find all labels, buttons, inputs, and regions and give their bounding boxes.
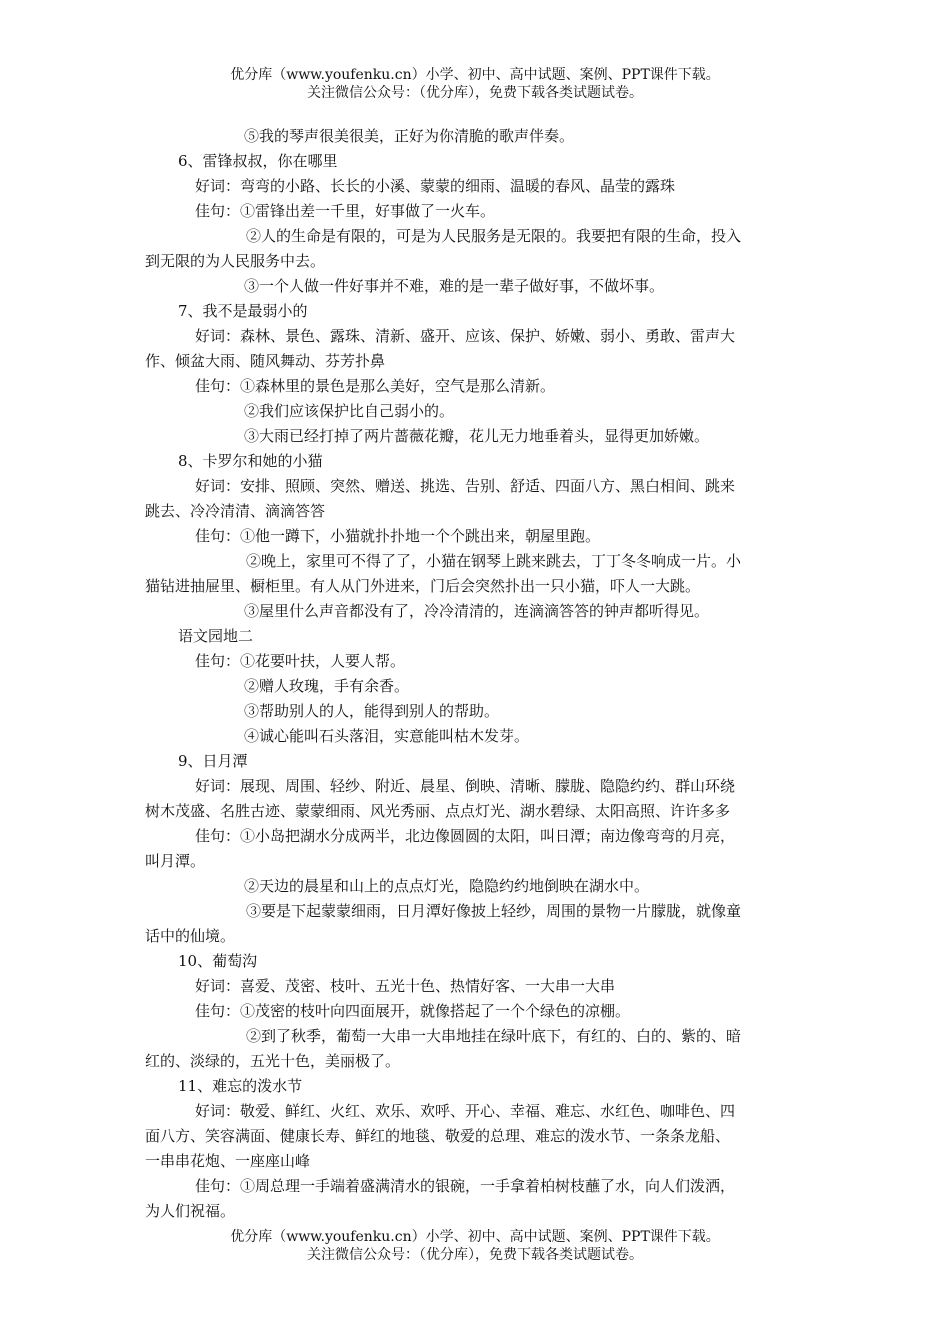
text-line: 好词：安排、照顾、突然、赠送、挑选、告别、舒适、四面八方、黑白相间、跳来 (195, 477, 736, 495)
text-line: 猫钻进抽屉里、橱柜里。有人从门外进来，门后会突然扑出一只小猫，吓人一大跳。 (145, 577, 701, 595)
text-line: ②晚上，家里可不得了了，小猫在钢琴上跳来跳去，丁丁冬冬响成一片。小 (246, 552, 742, 570)
text-line: ③要是下起蒙蒙细雨，日月潭好像披上轻纱，周围的景物一片朦胧，就像童 (246, 902, 742, 920)
text-line: 佳句：①茂密的枝叶向四面展开，就像搭起了一个个绿色的凉棚。 (195, 1002, 631, 1020)
text-line: 佳句：①森林里的景色是那么美好，空气是那么清新。 (195, 377, 556, 395)
text-line: ②我们应该保护比自己弱小的。 (244, 402, 455, 420)
text-line: 树木茂盛、名胜古迹、蒙蒙细雨、风光秀丽、点点灯光、湖水碧绿、太阳高照、许许多多 (145, 802, 731, 820)
text-line: 一串串花炮、一座座山峰 (145, 1152, 311, 1170)
text-line: 好词：敬爱、鲜红、火红、欢乐、欢呼、开心、幸福、难忘、水红色、咖啡色、四 (195, 1102, 736, 1120)
text-line: 佳句：①他一蹲下，小猫就扑扑地一个个跳出来，朝屋里跑。 (195, 527, 601, 545)
header-line-1: 优分库（www.youfenku.cn）小学、初中、高中试题、案例、PPT课件下载。 (230, 67, 720, 83)
text-line: ③帮助别人的人，能得到别人的帮助。 (244, 702, 500, 720)
text-line: ③一个人做一件好事并不难，难的是一辈子做好事，不做坏事。 (244, 277, 665, 295)
section-heading: 9、日月潭 (178, 752, 248, 770)
text-line: 红的、淡绿的，五光十色，美丽极了。 (145, 1052, 401, 1070)
text-line: 好词：弯弯的小路、长长的小溪、蒙蒙的细雨、温暖的春风、晶莹的露珠 (195, 177, 676, 195)
section-heading: 6、雷锋叔叔，你在哪里 (178, 152, 338, 170)
section-heading: 语文园地二 (178, 627, 254, 645)
text-line: 佳句：①小岛把湖水分成两半，北边像圆圆的太阳，叫日潭；南边像弯弯的月亮， (195, 827, 736, 845)
page-header (0, 66, 950, 102)
text-line: 好词：展现、周围、轻纱、附近、晨星、倒映、清晰、朦胧、隐隐约约、群山环绕 (195, 777, 736, 795)
text-line: 好词：喜爱、茂密、枝叶、五光十色、热情好客、一大串一大串 (195, 977, 616, 995)
footer-line-2: 关注微信公众号：（优分库），免费下载各类试题试卷。 (307, 1247, 643, 1263)
header-line-2: 关注微信公众号：（优分库），免费下载各类试题试卷。 (307, 85, 643, 101)
text-line: ④诚心能叫石头落泪，实意能叫枯木发芽。 (244, 727, 530, 745)
text-line: 面八方、笑容满面、健康长寿、鲜红的地毯、敬爱的总理、难忘的泼水节、一条条龙船、 (145, 1127, 731, 1145)
text-line: 为人们祝福。 (145, 1202, 236, 1220)
document-body (145, 124, 807, 1224)
text-line: ③大雨已经打掉了两片蔷薇花瓣，花儿无力地垂着头，显得更加娇嫩。 (244, 427, 710, 445)
text-line: 佳句：①花要叶扶，人要人帮。 (195, 652, 406, 670)
text-line: 佳句：①周总理一手端着盛满清水的银碗，一手拿着柏树枝蘸了水，向人们泼洒， (195, 1177, 736, 1195)
text-line: ②到了秋季，葡萄一大串一大串地挂在绿叶底下，有红的、白的、紫的、暗 (246, 1027, 742, 1045)
text-line: ②天边的晨星和山上的点点灯光，隐隐约约地倒映在湖水中。 (244, 877, 650, 895)
text-line: 话中的仙境。 (145, 927, 236, 945)
text-line: ③屋里什么声音都没有了，冷冷清清的，连滴滴答答的钟声都听得见。 (244, 602, 710, 620)
section-heading: 8、卡罗尔和她的小猫 (178, 452, 323, 470)
text-line: 跳去、冷冷清清、滴滴答答 (145, 502, 326, 520)
text-line: ⑤我的琴声很美很美，正好为你清脆的歌声伴奏。 (244, 127, 575, 145)
text-line: 佳句：①雷锋出差一千里，好事做了一火车。 (195, 202, 496, 220)
section-heading: 7、我不是最弱小的 (178, 302, 308, 320)
text-line: 作、倾盆大雨、随风舞动、芬芳扑鼻 (145, 352, 386, 370)
section-heading: 10、葡萄沟 (178, 952, 258, 970)
text-line: 到无限的为人民服务中去。 (145, 252, 326, 270)
text-line: ②赠人玫瑰，手有余香。 (244, 677, 410, 695)
footer-line-1: 优分库（www.youfenku.cn）小学、初中、高中试题、案例、PPT课件下载。 (230, 1229, 720, 1245)
text-line: 叫月潭。 (145, 852, 206, 870)
page-footer (0, 1228, 950, 1264)
text-line: 好词：森林、景色、露珠、清新、盛开、应该、保护、娇嫩、弱小、勇敢、雷声大 (195, 327, 736, 345)
text-line: ②人的生命是有限的，可是为人民服务是无限的。我要把有限的生命，投入 (246, 227, 742, 245)
section-heading: 11、难忘的泼水节 (178, 1077, 303, 1095)
